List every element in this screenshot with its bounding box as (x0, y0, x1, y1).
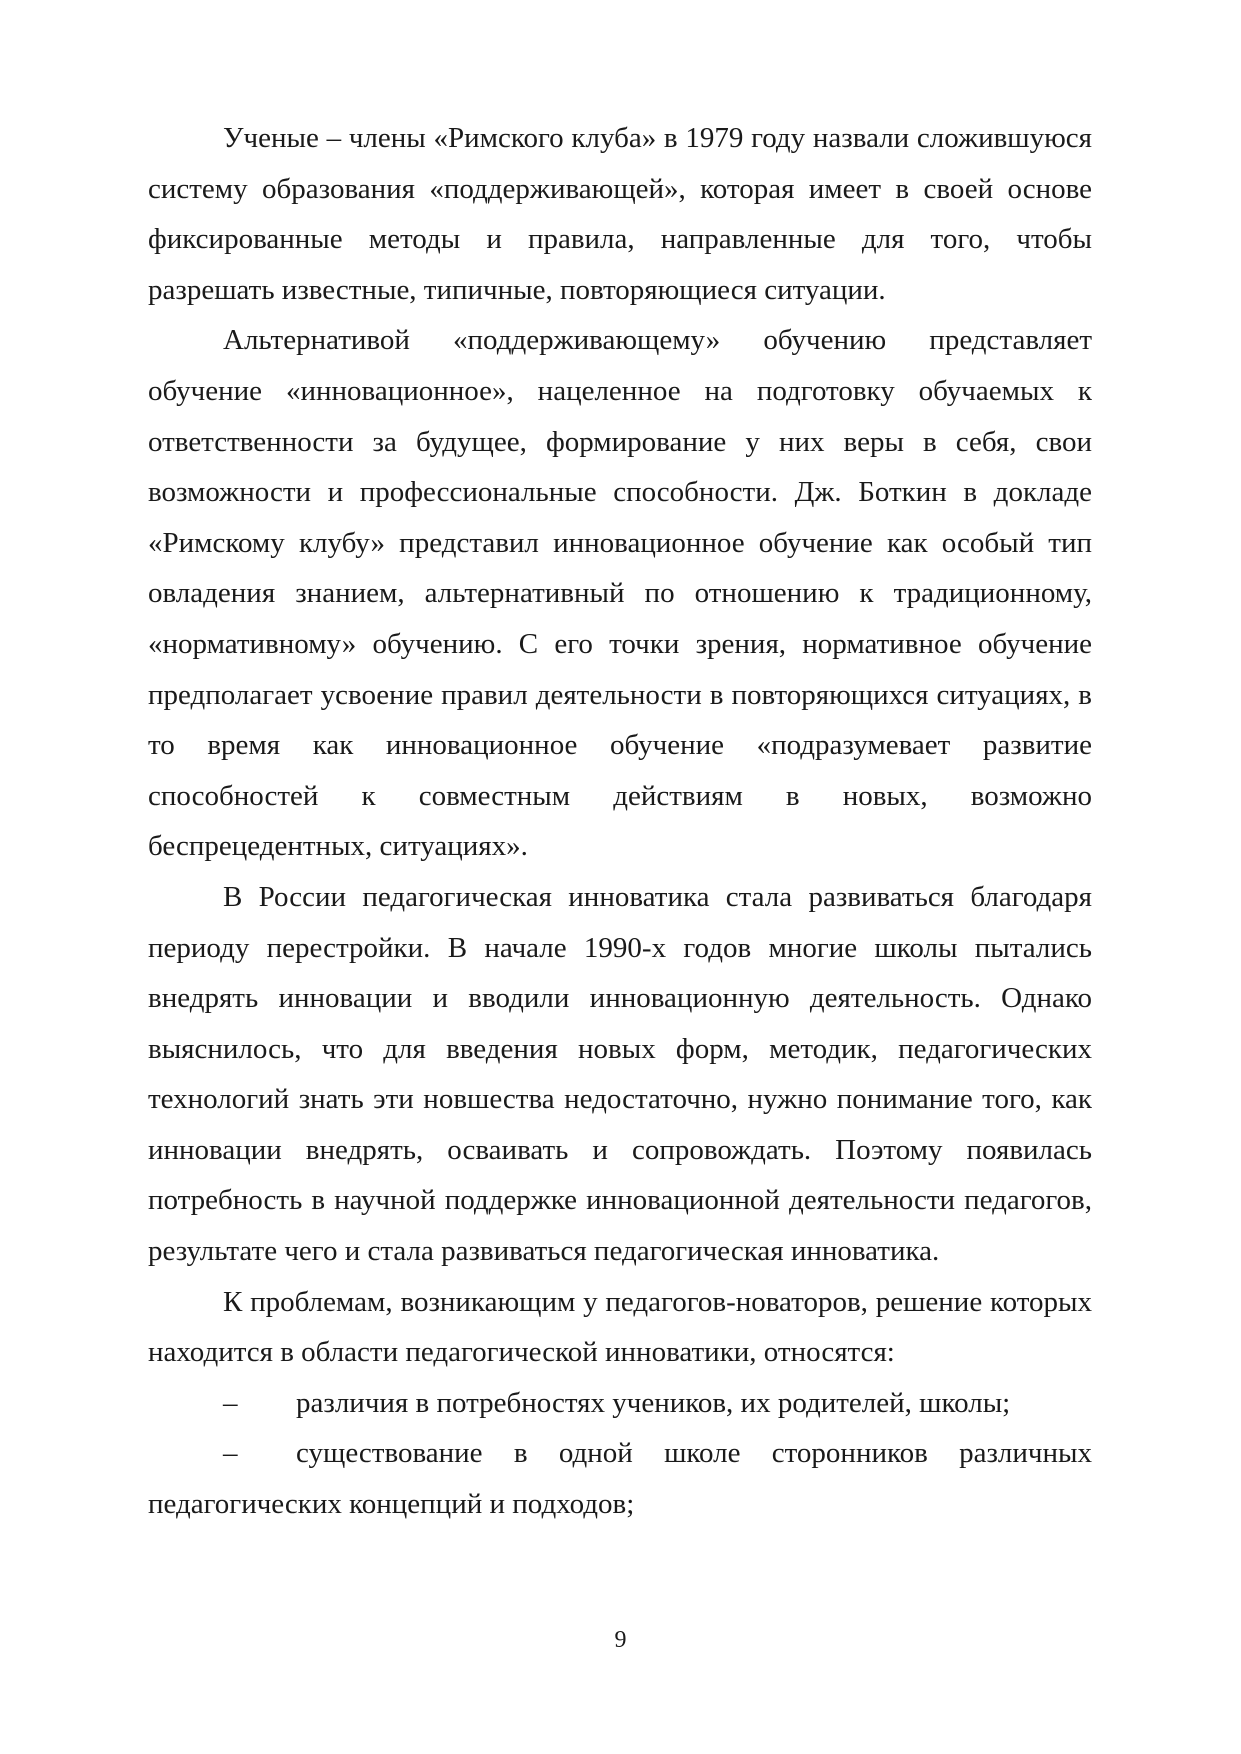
list-item-text: различия в потребностях учеников, их родителей, школы; (296, 1386, 1011, 1419)
paragraph-1: Ученые – члены «Римского клуба» в 1979 году назвали сложившуюся систему образования «поддерживающей», которая имеет в своей основе фиксированные методы и правила, направленные для того, чтобы разрешать известные, типичные, повторяющиеся ситуации. (148, 122, 1092, 306)
paragraph-2: Альтернативой «поддерживающему» обучению представляет обучение «инновационное», нацеленное на подготовку обучаемых к ответственности за будущее, формирование у них веры в себя, свои возможности и профессиональные способности. Дж. Боткин в докладе «Римскому клубу» представил инновационное обучение как особый тип овладения знанием, альтернативный по отношению к традиционному, «нормативному» обучению. С его точки зрения, нормативное обучение предполагает усвоение правил деятельности в повторяющихся ситуациях, в то время как инновационное обучение «подразумевает развитие способностей к совместным действиям в новых, возможно беспрецедентных, ситуациях». (148, 324, 1092, 863)
paragraph-3: В России педагогическая инноватика стала развиваться благодаря периоду перестройки. В начале 1990-х годов многие школы пытались внедрять инновации и вводили инновационную деятельность. Однако выяснилось, что для введения новых форм, методик, педагогических технологий знать эти новшества недостаточно, нужно понимание того, как инновации внедрять, осваивать и сопровождать. Поэтому появилась потребность в научной поддержке инновационной деятельности педагогов, результате чего и стала развиваться педагогическая инноватика. (148, 880, 1092, 1268)
list-dash: – (223, 1437, 238, 1470)
list-item (148, 1428, 1092, 1529)
list-item-text: существование в одной школе сторонников различных педагогических концепций и подходов; (148, 1437, 1092, 1521)
body-text (148, 113, 1092, 1530)
list-item (148, 1378, 1092, 1429)
paragraph-4: К проблемам, возникающим у педагогов-новаторов, решение которых находится в области педагогической инноватики, относятся: (148, 1285, 1092, 1369)
page-number: 9 (614, 1627, 627, 1653)
list-dash: – (223, 1386, 238, 1419)
